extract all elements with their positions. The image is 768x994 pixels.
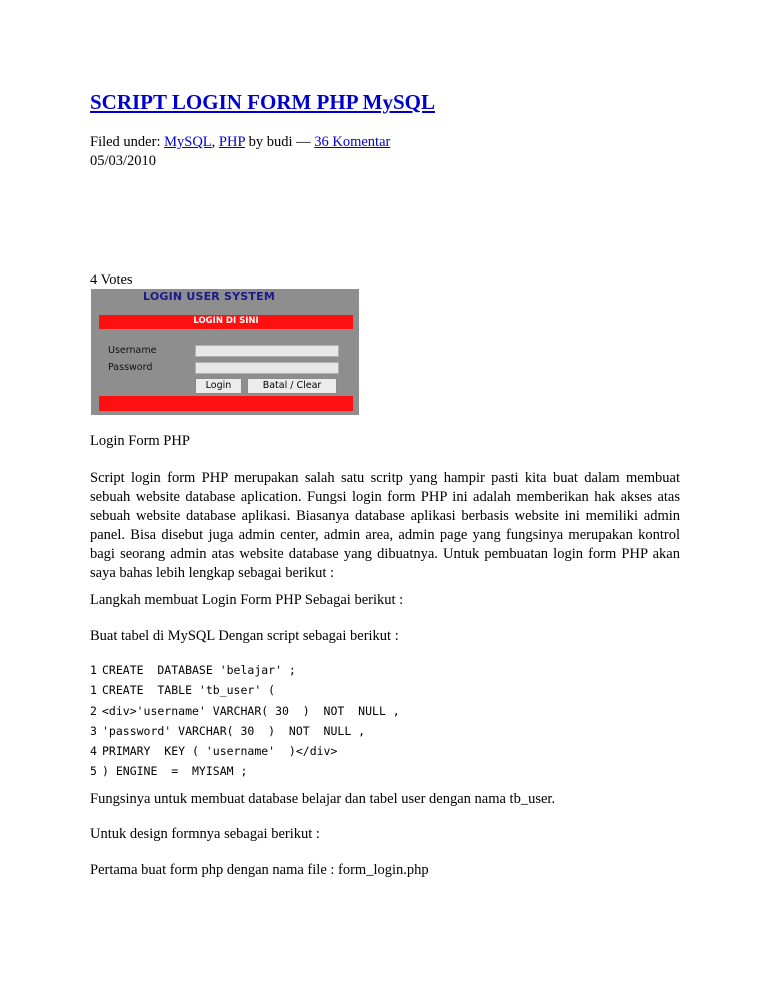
login-banner (99, 315, 353, 329)
login-button: Login (195, 378, 242, 394)
post-meta (90, 133, 390, 171)
category-separator: , (211, 134, 219, 150)
author-text: by budi — (244, 134, 315, 150)
form-file-paragraph: Pertama buat form php dengan nama file : form_login.php (90, 862, 429, 878)
function-paragraph: Fungsinya untuk membuat database belajar dan tabel user dengan nama tb_user. (90, 791, 556, 807)
table-paragraph: Buat tabel di MySQL Dengan script sebagai berikut : (90, 628, 399, 644)
cancel-button: Batal / Clear (247, 378, 337, 394)
code-line: 2 <div>'username' VARCHAR( 30 ) NOT NULL , (90, 703, 400, 718)
category-link-mysql[interactable]: MySQL (164, 134, 212, 150)
login-footer-bar (99, 396, 353, 411)
section-heading: Login Form PHP (90, 433, 190, 449)
password-field (195, 362, 339, 374)
code-line: 3 'password' VARCHAR( 30 ) NOT NULL , (90, 723, 366, 738)
code-line: 1 CREATE TABLE 'tb_user' ( (90, 683, 276, 698)
login-form-screenshot (91, 289, 359, 415)
votes-count: 4 Votes (90, 272, 133, 288)
code-line: 4 PRIMARY KEY ( 'username' )</div> (90, 744, 338, 759)
password-label: Password (108, 362, 153, 373)
username-field (195, 345, 339, 357)
code-line: 1 CREATE DATABASE 'belajar' ; (90, 663, 296, 677)
post-date: 05/03/2010 (90, 153, 157, 169)
sql-code-block (90, 660, 400, 782)
filed-under-label: Filed under: (90, 134, 165, 150)
comments-link[interactable]: 36 Komentar (314, 134, 391, 150)
design-paragraph: Untuk design formnya sebagai berikut : (90, 826, 320, 842)
post-title[interactable]: SCRIPT LOGIN FORM PHP MySQL (90, 90, 435, 114)
code-line: 5 ) ENGINE = MYISAM ; (90, 764, 248, 779)
username-label: Username (108, 345, 157, 356)
login-system-title: LOGIN USER SYSTEM (143, 290, 275, 303)
category-link-php[interactable]: PHP (218, 134, 245, 150)
intro-paragraph: Script login form PHP merupakan salah satu scritp yang hampir pasti kita buat dalam membuat sebuah website database aplication. Fungsi login form PHP ini adalah memberikan hak akses atas sebuah website database aplikasi. Biasanya database aplikasi berbasis website ini memiliki admin panel. Bisa disebut juga admin center, admin area, admin page yang fungsinya merupakan kontrol bagi seorang admin atas website database yang dibuatnya. Untuk pembuatan login form PHP akan saya bahas lebih lengkap sebagai berikut : (90, 470, 680, 581)
login-banner-text: LOGIN DI SINI (193, 316, 259, 326)
steps-paragraph: Langkah membuat Login Form PHP Sebagai berikut : (90, 592, 404, 608)
